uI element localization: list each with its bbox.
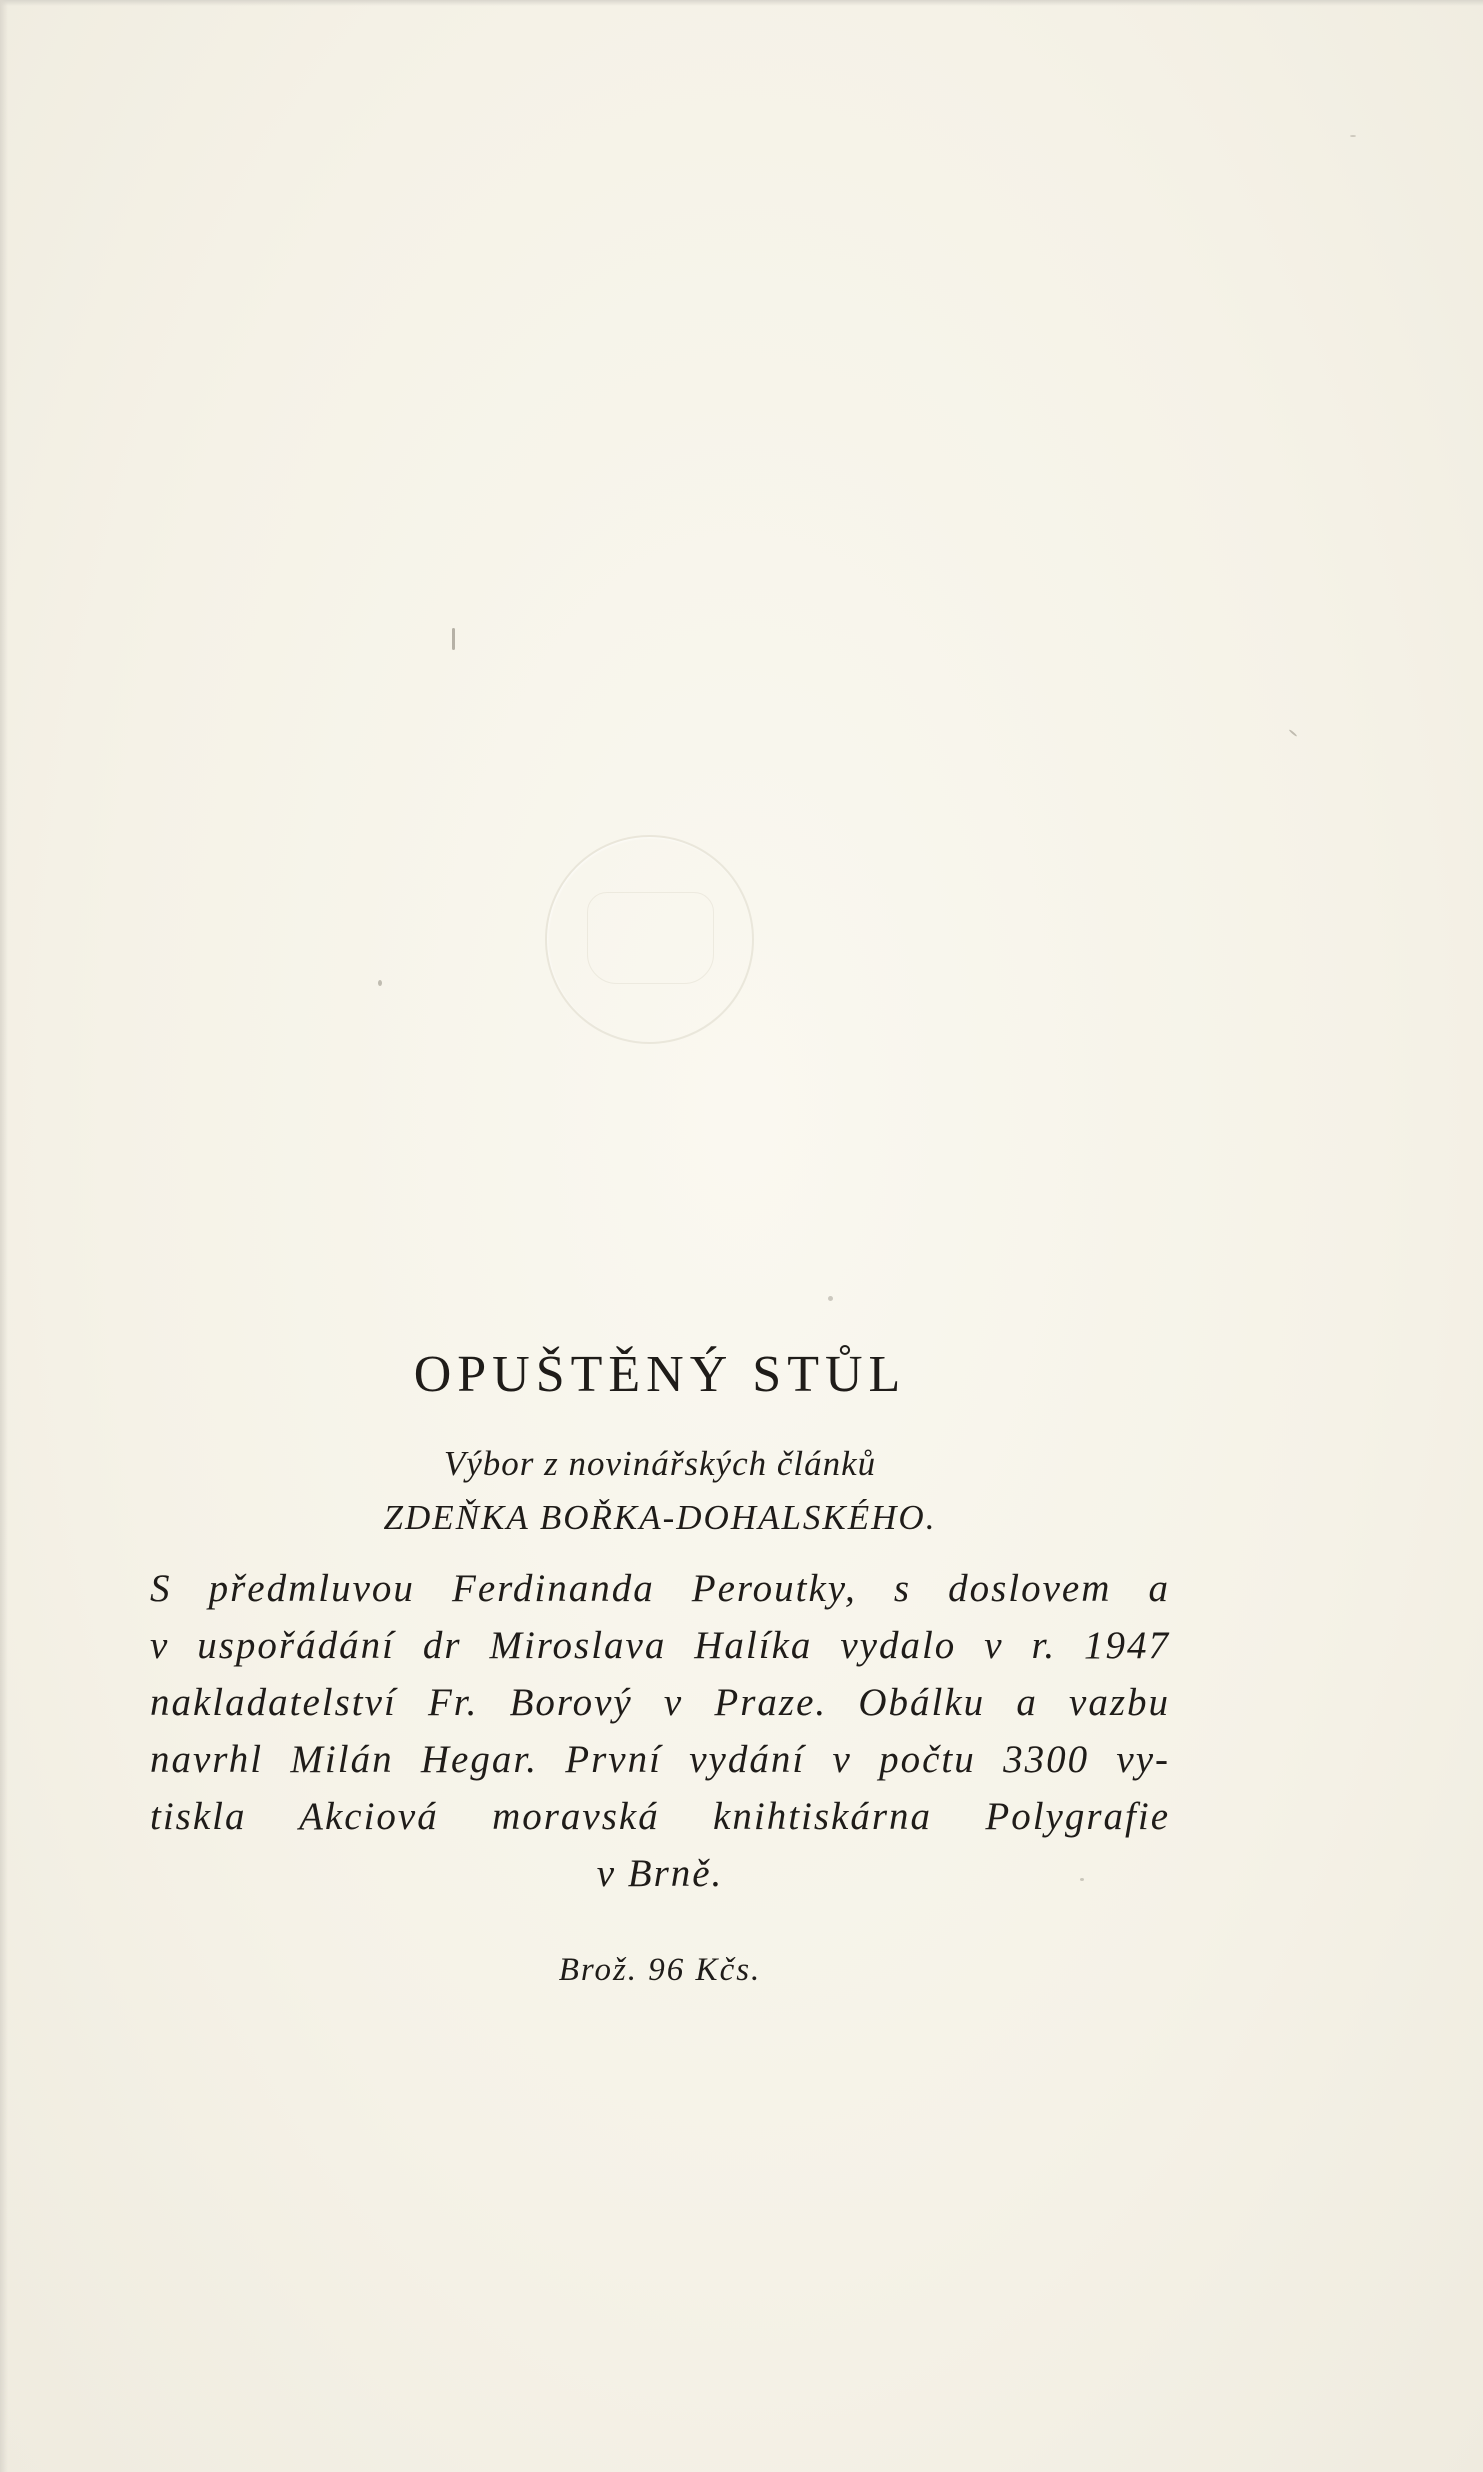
publication-line: tiskla Akciová moravská knihtiskárna Polygrafie [150, 1795, 1170, 1838]
paper-speck [828, 1296, 833, 1301]
blind-emboss-seal [545, 835, 754, 1044]
publication-details [150, 1560, 1170, 1902]
page-edge-left [0, 0, 8, 2472]
emboss-emblem [587, 892, 714, 984]
book-title: OPUŠTĚNÝ STŮL [413, 1346, 907, 1403]
publication-line: S předmluvou Ferdinanda Peroutky, s doslovem a [150, 1567, 1170, 1610]
colophon [150, 1345, 1170, 1989]
book-author: ZDEŇKA BOŘKA-DOHALSKÉHO. [383, 1498, 937, 1537]
book-subtitle: Výbor z novinářských článků [443, 1444, 877, 1483]
price-label: Brož. 96 Kčs. [558, 1952, 762, 1988]
paper-speck [1289, 729, 1298, 737]
paper-speck [378, 980, 382, 986]
publication-line: nakladatelství Fr. Borový v Praze. Obálku a vazbu [150, 1681, 1170, 1724]
paper-speck [452, 628, 455, 650]
publication-line: navrhl Milán Hegar. První vydání v počtu 3300 vy- [150, 1738, 1170, 1781]
publication-line: v Brně. [596, 1852, 724, 1895]
page-edge-top [0, 0, 1483, 6]
paper-speck [1350, 135, 1356, 137]
publication-line: v uspořádání dr Miroslava Halíka vydalo v r. 1947 [150, 1624, 1170, 1667]
